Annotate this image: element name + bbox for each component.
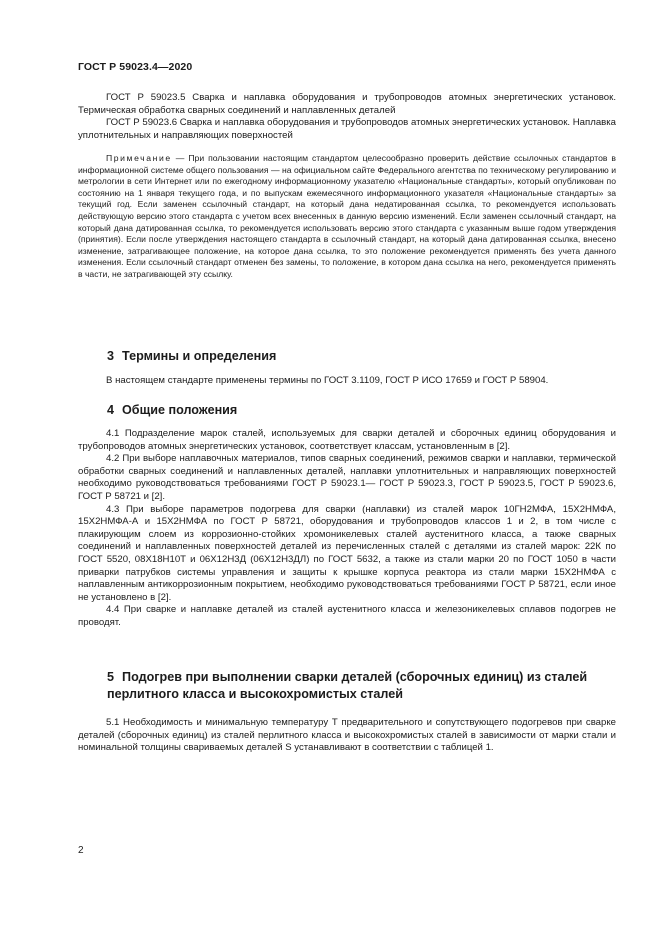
section-title: Термины и определения <box>122 349 277 363</box>
section-title: Общие положения <box>122 403 238 417</box>
normative-references <box>78 92 616 142</box>
section-title: Подогрев при выполнении сварки деталей (сборочных единиц) из сталей перлитного класса и высокохромистых сталей <box>107 670 588 701</box>
section-3-heading <box>107 348 617 365</box>
references-note <box>78 153 616 281</box>
paragraph: 4.3 При выборе параметров подогрева для сварки (наплавки) из сталей марок 10ГН2МФА, 15Х2НМФА, 15Х2НМФА-А и 15Х2НМФА по ГОСТ Р 58721, оборудования и трубопроводов классов 1 и 2, в том числе с плакирующим слоем из коррозионно-стойких хромоникелевых сталей аустенитного класса, а также сварных соединений и наплавленных поверхностей деталей из перечисленных сталей с деталями из сталей марок: 22К по ГОСТ 5520, 08Х18Н10Т и 06Х12Н3Д (06Х12Н3ДЛ) по ГОСТ 5632, а также из стали марки 20 по ГОСТ 1050 в части приварки патрубков системы управления и защиты к крышке корпуса реактора из стали марки 15Х2НМФА с наплавленным антикоррозионным покрытием, необходимо руководствоваться требованиями ГОСТ Р 58721, если иное не установлено в [2]. <box>78 503 616 603</box>
reference-item: ГОСТ Р 59023.6 Сварка и наплавка оборудования и трубопроводов атомных энергетических установок. Наплавка уплотнительных и направляющих поверхностей <box>78 117 616 141</box>
section-3-body <box>78 375 616 388</box>
page-number: 2 <box>78 845 84 856</box>
paragraph: 5.1 Необходимость и минимальную температуру Т предварительного и сопутствующего подогревов при сварке деталей (сборочных единиц) из сталей перлитного класса и высокохромистых сталей в зависимости от марки стали и номинальной толщины свариваемых деталей S устанавливают в соответствии с таблицей 1. <box>78 717 616 754</box>
paragraph: 4.4 При сварке и наплавке деталей из сталей аустенитного класса и железоникелевых сплавов подогрев не проводят. <box>78 604 616 628</box>
section-4-heading <box>107 402 617 419</box>
section-number: 3 <box>107 349 115 363</box>
section-4-body <box>78 428 616 630</box>
section-5-body <box>78 717 616 755</box>
section-number: 5 <box>107 670 115 684</box>
paragraph: В настоящем стандарте применены термины по ГОСТ 3.1109, ГОСТ Р ИСО 17659 и ГОСТ Р 58904. <box>106 375 549 386</box>
paragraph: 4.2 При выборе наплавочных материалов, типов сварных соединений, режимов сварки и наплавки, термической обработки сварных соединений и наплавленных деталей, наплавки уплотнительных и направляющих поверхностей необходимо руководствоваться требованиями ГОСТ Р 59023.1— ГОСТ Р 59023.3, ГОСТ Р 59023.5, ГОСТ Р 59023.6, ГОСТ Р 58721 и [2]. <box>78 453 616 502</box>
document-header: ГОСТ Р 59023.4—2020 <box>78 61 193 73</box>
note-label: Примечание <box>106 153 172 163</box>
paragraph: 4.1 Подразделение марок сталей, используемых для сварки деталей и сборочных единиц оборудования и трубопроводов атомных энергетических установок, соответствует классам, установленным в [2]. <box>78 428 616 452</box>
reference-item: ГОСТ Р 59023.5 Сварка и наплавка оборудования и трубопроводов атомных энергетических установок. Термическая обработка сварных соединений и наплавленных деталей <box>78 92 616 116</box>
section-number: 4 <box>107 403 115 417</box>
note-text: — При пользовании настоящим стандартом целесообразно проверить действие ссылочных стандартов в информационной системе общего пользования — на официальном сайте Федерального агентства по техническому регулированию и метрологии в сети Интернет или по ежегодному информационному указателю «Национальные стандарты», который опубликован по состоянию на 1 января текущего года, и по выпускам ежемесячного информационного указателя «Национальные стандарты» за текущий год. Если заменен ссылочный стандарт, на который дана недатированная ссылка, то рекомендуется использовать действующую версию этого стандарта с учетом всех внесенных в данную версию изменений. Если заменен ссылочный стандарт, на который дана датированная ссылка, то рекомендуется использовать версию этого стандарта с указанным выше годом утверждения (принятия). Если после утверждения настоящего стандарта в ссылочный стандарт, на который дана датированная ссылка, внесено изменение, затрагивающее положение, на которое дана ссылка, то это положение рекомендуется применять без учета данного изменения. Если ссылочный стандарт отменен без замены, то положение, в котором дана ссылка на него, рекомендуется применять в части, не затрагивающей эту ссылку. <box>78 153 616 279</box>
section-5-heading <box>107 669 617 703</box>
